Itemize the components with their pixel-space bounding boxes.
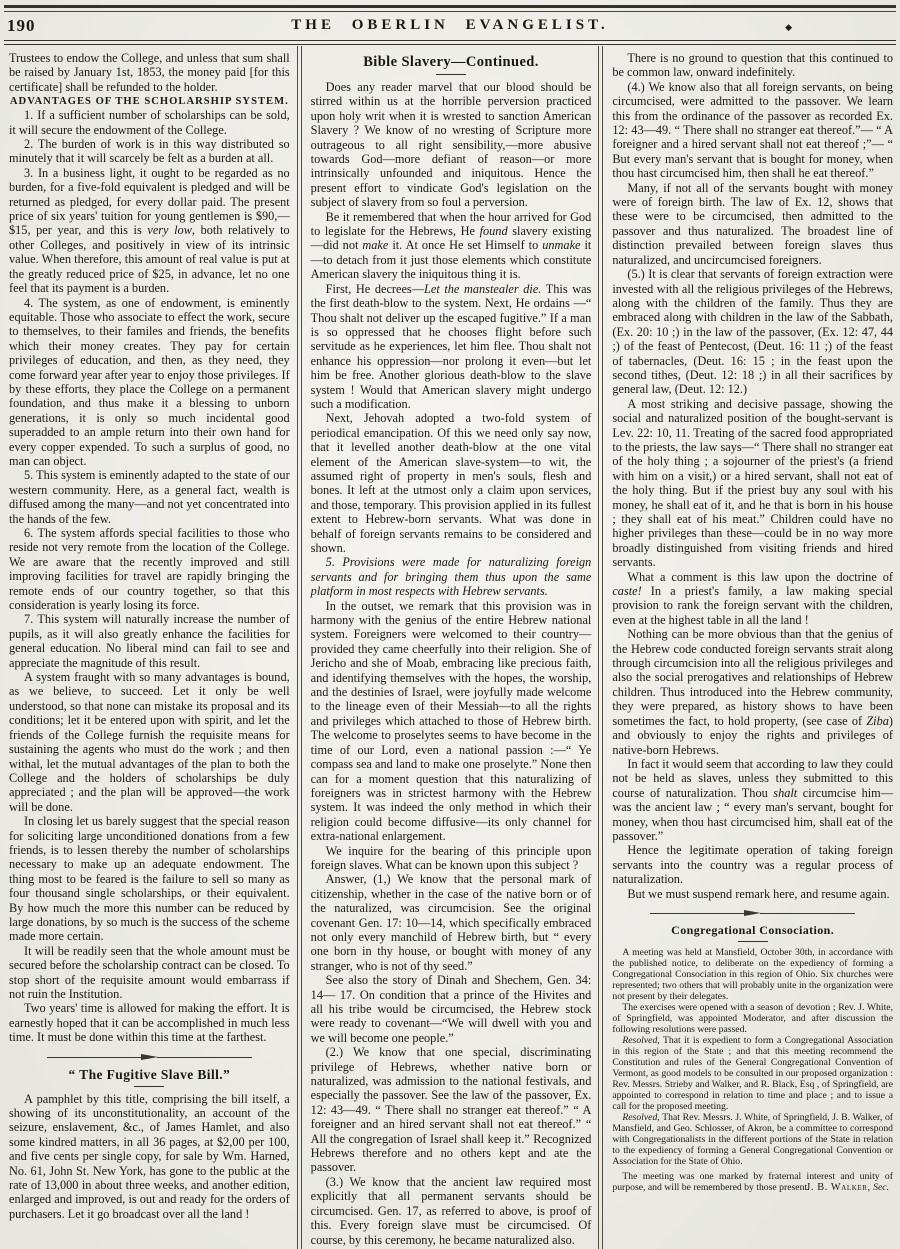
paragraph: In closing let us barely suggest that the special reason for soliciting large unconditioned donations from a few friends, is to lessen thereby the number of scholarships necessary to make up an adequate endowment. The thing most to be feared is the failure to sell so many as four thousand single scholarships, or their equivalent. By how much the more this number can be reduced by large donations, by so much is the success of the scheme made more certain. <box>9 814 290 944</box>
paragraph: 5. Provisions were made for naturalizing foreign servants and for bringing them thus upon the same platform in most respects with Hebrew servants. <box>310 555 592 599</box>
fugitive-article-body <box>9 1092 290 1222</box>
continuation-paragraph: Trustees to endow the College, and unless that sum shall be raised by January 1st, 1853, the money paid [for this certificate] shall be refunded to the holder. <box>9 51 290 94</box>
bible-slavery-article-continued <box>612 51 893 901</box>
paragraph: In the outset, we remark that this provision was in harmony with the genius of the entire Hebrew national system. Foreigners were welcomed to their country—provided they came cheerfully into their religion. She of Jericho and she of Moab, embracing like precious faith, and identifying themselves with the hopes, the worship, and the destinies of Israel, were joyfully made welcome to the lineage even of their Messiah—to all the rights and privileges which attached to those of Hebrew birth. The welcome to proselytes seems to have become in the time of our Lord, even a national passion :—“ Ye compass sea and land to make one proselyte.” None then can for a moment question that this naturalizing of foreigners was in strictest harmony with the Hebrew system. It was indeed the only method in which their religion could become diffusive—its only channel for extra-national enlargement. <box>310 598 592 844</box>
paragraph: First, He decrees—Let the manstealer die. This was the first death-blow to the system. Next, He ordains —“ Thou shalt not deliver up the escaped fugitive.” If a man is so oppressed that he chooses flight before such servitude as he experiences, let him flee. Thou shalt not enhance his oppression—nor prolong it even—but let him be free. Another glorious death-blow to the slave system ! Would that American slavery might undergo such a modification. <box>310 281 592 411</box>
advantages-heading: ADVANTAGES OF THE SCHOLARSHIP SYSTEM. <box>9 96 289 108</box>
paragraph: Many, if not all of the servants bought with money were of foreign birth. The law of Ex. 12, shows that these were to be circumcised, then admitted to the passover and thus naturalized. The broadest line of distinction prevailed between foreign slaves thus naturalized, and uncircumcised foreigners. <box>612 180 894 267</box>
ink-speck-icon: ◆ <box>785 22 792 32</box>
paragraph: Next, Jehovah adopted a two-fold system of periodical emancipation. Of this we need only say now, that it levelled another death-blow at the one vital element of the American slave-system—to wit, the assumed right of property in men's souls, flesh and bones. It left at the utmost only a claim upon services, and those, temporary. This provision applied in its fullest extent to Hebrew-born servants. What was done in behalf of foreign servants remains to be considered and shown. <box>310 411 592 555</box>
paragraph: See also the story of Dinah and Shechem, Gen. 34: 14— 17. On condition that a prince of the Hivites and all his tribe would be circumcised, the Hebrew stock were ready to covenant—“We will dwell with you and we will become one people.” <box>310 973 592 1045</box>
paragraph: (5.) It is clear that servants of foreign extraction were invested with all the religious privileges of the Hebrews, along with the children of the family. Thus they are embraced along with children in the law of the Sabbath, (Ex. 20: 10 ;) in the law of the passover, (Ex. 12: 47, 44 ;) of the feast of Pentecost, (Deut. 16: 11 ;) of the feast of tabernacles, (Deut. 16: 15 ; in the feast upon the second tithes, (Deut. 12: 18 ;) in all their sacrifices by general law, (Deut. 12: 12.) <box>612 267 894 397</box>
divider-arrow-icon <box>744 910 761 916</box>
top-rule <box>4 5 896 12</box>
paragraph: 1. If a sufficient number of scholarships can be sold, it will secure the endowment of the College. <box>9 108 290 137</box>
paragraph: A meeting was held at Mansfield, October 30th, in accordance with the published notice, to deliberate on the expediency of forming a Congregational Consociation in this region of Ohio. Six churches were represented; two others that will probably unite in the organization were not present by their delegates. <box>612 946 894 1002</box>
paragraph: A pamphlet by this title, comprising the bill itself, a showing of its unconstitutionality, an account of the seizure, enslavement, &c., of James Hamlet, and also some kindred matters, in all 36 pages, at $2,00 per 100, and five cents per single copy, for sale by Wm. Harned, No. 61, John St. New York, has gone to the public at the rate of 13,000 in about three weeks, and another edition, enlarged and improved, is out and ready for the orders of purchasers. Let it go broadcast over all the land ! <box>9 1091 290 1221</box>
header-rule <box>4 40 896 45</box>
heading-rule <box>738 941 768 942</box>
paragraph: Nothing can be more obvious than that the genius of the Hebrew code conducted foreign servants strait along through circumcision into all the religious privileges and also the social prerogatives and relationships of Hebrew children. Thus introduced into the Hebrew community, they were prepared, as history shows to have been sometimes the fact, to hold property, (see case of Ziba) and obviously to enjoy the rights and privileges of native-born Hebrews. <box>612 627 894 757</box>
paragraph: 5. This system is eminently adapted to the state of our western community. Here, as a general fact, wealth is diffused among the many—and not yet concentrated into the hands of the few. <box>9 468 290 526</box>
paragraph: 2. The burden of work is in this way distributed so minutely that it will scarcely be felt as a burden at all. <box>9 137 290 166</box>
bible-slavery-heading: Bible Slavery—Continued. <box>363 54 539 70</box>
consociation-article-body <box>612 947 893 1167</box>
paragraph: In fact it would seem that according to law they could not be held as slaves, unless they submitted to this course of naturalization. Thou shalt circumcise him—was the ancient law ; “ every man's servant, bought for money, when thou hast circumcised him, shall eat of the passover.” <box>612 756 894 843</box>
divider-line <box>157 1057 252 1058</box>
heading-rule <box>134 1086 164 1087</box>
signature-title: Sec. <box>873 1181 890 1193</box>
section-divider <box>650 910 855 917</box>
column-layout <box>0 46 900 1249</box>
fugitive-slave-bill-heading: “ The Fugitive Slave Bill.” <box>68 1066 231 1082</box>
paragraph: (2.) We know that one special, discriminating privilege of Hebrews, whether native born or naturalized, was admission to the national festivals, and especially the passover. See the law of the passover, Ex. 12: 43—49. “ There shall no stranger eat thereof.” “ A foreigner and an hired servant shall not eat thereof.” “ All the congregation of Israel shall keep it.” Recognized Hebrews therefore and no others kept and ate the passover. <box>310 1045 592 1175</box>
masthead-title: THE OBERLIN EVANGELIST. <box>291 17 609 33</box>
paragraph: What a comment is this law upon the doctrine of caste! In a priest's family, a law making special provision to rank the foreign servant with the children, even at the highest table in all the land ! <box>612 569 894 627</box>
paragraph: We inquire for the bearing of this principle upon foreign slaves. What can be known upon this subject ? <box>310 843 592 872</box>
paragraph: 7. This system will naturally increase the number of pupils, as it will also greatly enhance the facilities for general education. No liberal mind can fail to see and appreciate the magnitude of this result. <box>9 612 290 670</box>
column-2 <box>302 46 599 1249</box>
bible-slavery-article-body <box>311 80 592 1247</box>
paragraph: 3. In a business light, it ought to be regarded as no burden, for a five-fold equivalent is pledged and will be returned as pledged, for every dollar paid. The present price of six years' tuition for young gentlemen is $90,—$15, per year, and this is very low, both relatively to other Colleges, and positively in view of its intrinsic value. When therefore, this amount of real value is put at the greatly reduced price of $25, in advance, let no one feel that its payment is a burden. <box>9 165 290 296</box>
paragraph: It will be readily seen that the whole amount must be secured before the scholarship contract can be closed. To stop short of the requisite amount would embarrass if not ruin the Institution. <box>9 943 290 1001</box>
paragraph: 4. The system, as one of endowment, is eminently equitable. Those who associate to effect the work, secure to themselves, to their familes and friends, the benefits which their money creates. They pay for certain privileges of education, and then, as they need, they come forward year after year to enjoy those privileges. If by these efforts, they place the College on a permanent foundation, and thus make it a blessing to unborn generations, it is only so much incidental good superadded to an ample return into their own hand for every copper expended. To such a surplus of good, no man can object. <box>9 295 290 468</box>
divider-arrow-icon <box>141 1054 158 1060</box>
section-divider <box>47 1054 252 1061</box>
paragraph: 6. The system affords special facilities to those who reside not very remote from the location of the College. We are aware that the recently improved and still improving facilities for travel are rapidly bringing the remote ends of our country together, so that this consideration is yearly losing its force. <box>9 526 290 613</box>
paragraph: Resolved, That Rev. Messrs. J. White, of Springfield, J. B. Walker, of Mansfield, and Geo. Schlosser, of Akron, be a committee to correspond with Congregationalists in the different portions of the State in relation to the expediency of forming a General Congregational Convention or Association for the State of Ohio. <box>612 1111 894 1167</box>
closing-paragraph: The meeting was one marked by fraternal interest and unity of purpose, and will be remembered by those present. <box>612 1170 894 1193</box>
page-header <box>0 14 900 38</box>
signature-name: J. B. Walker, <box>806 1181 871 1193</box>
paragraph: Resolved, That it is expedient to form a Congregational Association in this region of the State ; and that this meeting recommend the Constitution and rules of the General Congregational Convention of Vermont, as good models to be consulted in our proposed organization : Rev. Messrs. Strieby and Walker, and R. Black, Esq , of Springfield, are appointed to correspond in relation to time and place ; and to issue a call for the proposed meeting. <box>612 1034 894 1112</box>
divider-line <box>760 913 855 914</box>
scholarship-article-body <box>9 108 290 1044</box>
divider-line <box>650 913 745 914</box>
paragraph: (3.) We know that the ancient law required most explicitly that all permanent servants should be circumcised. Gen. 17, as referred to above, is proof of this. Every foreign slave must be circumcised. Of course, by this ceremony, he became naturalized also. <box>310 1174 592 1247</box>
paragraph: Does any reader marvel that our blood should be stirred within us at the horrible perversion practiced upon holy writ when it is wrested to sanction American Slavery ? We know of no wresting of Scripture more outrageous to all right sensibility,—more abusive towards God—more defiant of reason—or more intrinsically unfounded and iniquitous. Hence the present effort to vindicate God's legislation on the subject of slavery from so foul a perversion. <box>310 80 592 210</box>
column-3 <box>603 46 900 1249</box>
heading-rule <box>436 74 466 75</box>
divider-line <box>47 1057 142 1058</box>
paragraph: The exercises were opened with a season of devotion ; Rev. J. White, of Springfield, was appointed Moderator, and after discussion the following resolutions were passed. <box>612 1001 894 1035</box>
paragraph: Hence the legitimate operation of taking foreign servants into the country was a regular process of naturalization. <box>612 843 894 887</box>
column-1 <box>0 46 297 1249</box>
consociation-heading: Congregational Consociation. <box>671 922 835 937</box>
paragraph: Answer, (1,) We know that the personal mark of citizenship, whether in the case of the native born or of the naturalized, was circumcision. See the original covenant Gen. 17: 10—14, which specifically embraced not only every manchild of Hebrew birth, but “ every one born in thy house, or bought with money of any stranger, who is not of thy seed.” <box>310 872 592 973</box>
paragraph: But we must suspend remark here, and resume again. <box>627 886 890 901</box>
paragraph: Be it remembered that when the hour arrived for God to legislate for the Hebrews, He found slavery existing —did not make it. At once He set Himself to unmake it —to detach from it just those elements which constitute American slavery the iniquitous thing it is. <box>310 209 592 282</box>
paragraph: A system fraught with so many advantages is bound, as we believe, to succeed. Let it only be well understood, so that none can mistake its proposal and its conditions; let it be entered upon with spirit, and let the friends of the College furnish the requisite means for sustaining the agents who must do the work ; and then withal, let the mutual advantages of the plan to both the College and the holders of scholarships be duly appreciated ; and the plan will be approved—the work will be done. <box>9 670 290 814</box>
paragraph: (4.) We know also that all foreign servants, on being circumcised, were admitted to the passover. We learn this from the ordinance of the passover as recorded Ex. 12: 43—49. “ There shall no stranger eat thereof.”— “ A foreigner and a hired servant shall not eat thereof ;”— “ But every man's servant that is bought for money, when thou hast circumcised him, then shall he eat thereof.” <box>612 79 894 181</box>
paragraph: A most striking and decisive passage, showing the social and naturalized position of the bought-servant is Lev. 22: 10, 11. Treating of the sacred food appropriated to the priests, the law says—“ There shall no stranger eat of the holy thing ; a sojourner of the priest's (a friend with him on a visit,) or a hired servant, shall not eat of the holy thing. But if the priest buy any soul with his money, he shall eat of it, and he that is born in his house ; they shall eat of his meat.” Children could have no higher privileges than these—could be in no way more broadly distinguished from visiting friends and hired servants. <box>612 396 894 570</box>
paragraph: There is no ground to question that this continued to be common law, onward indefinitely. <box>612 51 894 80</box>
page-number: 190 <box>7 16 36 35</box>
paragraph: Two years' time is allowed for making the effort. It is earnestly hoped that it can be accomplished in much less time. It must be done within this time at the farthest. <box>9 1001 290 1045</box>
